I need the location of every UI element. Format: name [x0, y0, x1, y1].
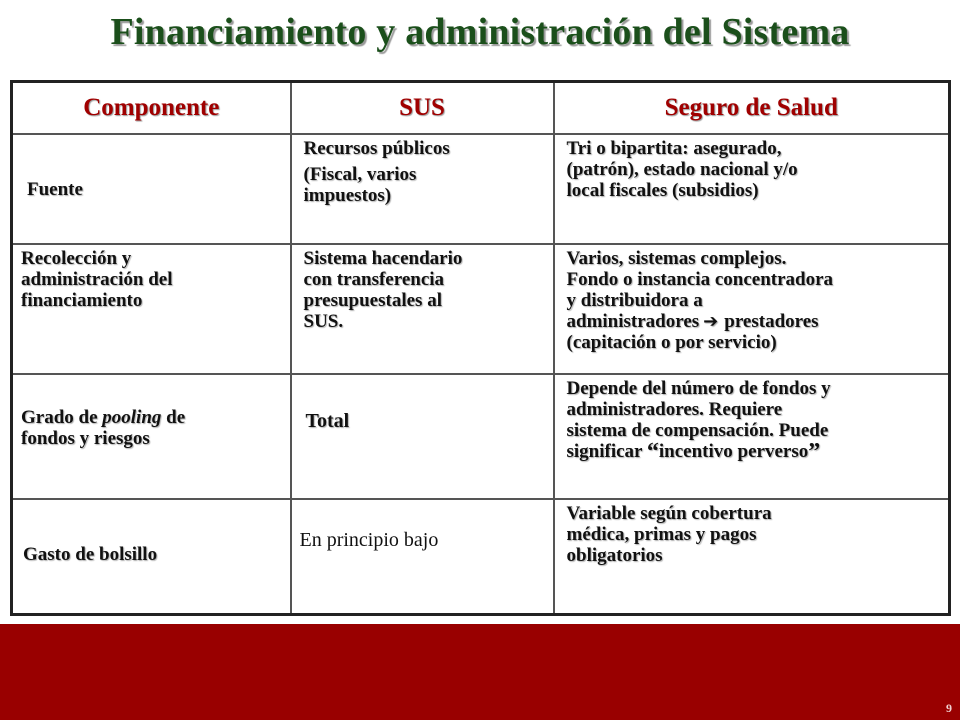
- text-segment: prestadores (capitación o por servicio): [566, 311, 819, 353]
- cell-text: Variable según cobertura médica, primas y pagos obligatorios: [566, 503, 772, 566]
- text-segment: Depende del número de fondos y administradores. Requiere sistema de compensación. Puede significar: [566, 378, 831, 462]
- table-cell: [12, 244, 291, 374]
- table-row: [12, 244, 950, 374]
- header-sus: SUS: [291, 82, 554, 135]
- page-number: 9: [946, 701, 952, 715]
- table-row: [12, 134, 950, 244]
- page-title: Financiamiento y administración del Sistema: [110, 11, 850, 53]
- text-segment: Varios, sistemas complejos. Fondo o instancia concentradora y distribuidora a administradores: [566, 248, 834, 332]
- table-cell: [554, 244, 950, 374]
- comparison-table: [10, 80, 951, 616]
- header-seguro: Seguro de Salud: [554, 82, 950, 135]
- table-cell: [291, 499, 554, 615]
- cell-text: [292, 135, 553, 206]
- cell-text: [555, 245, 949, 353]
- close-quote-icon: ”: [808, 439, 821, 465]
- table-cell: [12, 499, 291, 615]
- text-segment: de fondos y riesgos: [21, 407, 186, 449]
- cell-text: [555, 375, 949, 463]
- row-label-recoleccion: Recolección y administración del financiamiento: [21, 248, 173, 311]
- cell-text: Sistema hacendario con transferencia presupuestales al SUS.: [303, 248, 463, 332]
- right-arrow-icon: ➔: [703, 311, 719, 332]
- header-componente: Componente: [12, 82, 291, 135]
- sus-line-1: Recursos públicos: [303, 138, 450, 159]
- table-cell: [291, 244, 554, 374]
- text-segment: Grado de: [21, 407, 103, 428]
- table-cell: [291, 134, 554, 244]
- row-label-gasto: Gasto de bolsillo: [23, 544, 158, 565]
- emphasis-pooling: pooling: [102, 407, 162, 428]
- table-cell: [12, 134, 291, 244]
- table-cell: [12, 374, 291, 499]
- table-row: [12, 374, 950, 499]
- table-row: [12, 499, 950, 615]
- table-cell: [554, 499, 950, 615]
- quoted-text: incentivo perverso: [658, 441, 809, 462]
- sus-line-2: (Fiscal, varios impuestos): [303, 164, 417, 206]
- footer-bar: [0, 624, 960, 720]
- row-label-pooling: [13, 375, 290, 449]
- table-cell: [554, 134, 950, 244]
- cell-text: Tri o bipartita: asegurado, (patrón), estado nacional y/o local fiscales (subsidios): [566, 138, 798, 201]
- cell-text: Total: [305, 410, 350, 432]
- row-label-fuente: Fuente: [27, 179, 83, 200]
- table-cell: [291, 374, 554, 499]
- cell-text: En principio bajo: [299, 529, 439, 551]
- table-cell: [554, 374, 950, 499]
- header-row: [12, 82, 950, 135]
- open-quote-icon: “: [646, 439, 659, 465]
